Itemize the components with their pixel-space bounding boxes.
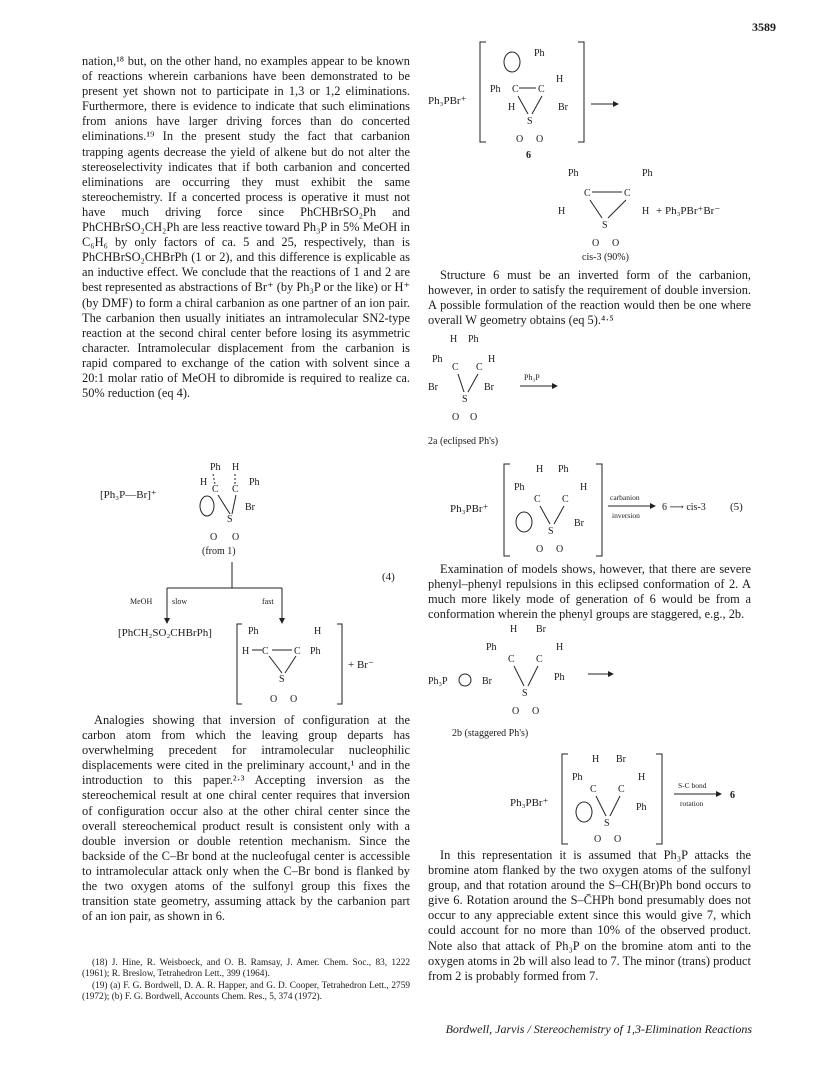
svg-text:Ph: Ph — [572, 772, 583, 783]
eq5-number: (5) — [730, 501, 743, 513]
scheme-2a — [428, 332, 758, 558]
svg-text:C: C — [508, 654, 515, 665]
svg-text:C: C — [262, 646, 269, 657]
svg-text:S: S — [602, 220, 608, 231]
ion-pair-cation: [Ph₃P—Br]⁺ — [100, 489, 157, 501]
inversion-label: inversion — [612, 511, 640, 520]
footnote-19: (19) (a) F. G. Bordwell, D. A. R. Happer, and G. D. Cooper, Tetrahedron Lett., 2759 (1972); (b) F. G. Bordwell, Accounts Chem. Res., 5, 374 (1972). — [82, 980, 410, 1003]
svg-text:Ph: Ph — [310, 646, 321, 657]
right-column-b — [428, 562, 751, 622]
svg-text:H: H — [488, 354, 496, 365]
svg-text:Ph: Ph — [248, 626, 259, 637]
svg-text:O: O — [452, 412, 460, 423]
svg-text:C: C — [212, 484, 219, 495]
svg-text:C: C — [584, 188, 591, 199]
svg-text:O: O — [532, 706, 540, 717]
svg-text:Br: Br — [428, 382, 438, 393]
svg-text:Ph: Ph — [514, 482, 525, 493]
scheme-structure-6 — [428, 32, 758, 262]
svg-text:O: O — [270, 694, 278, 705]
svg-text:C: C — [512, 84, 519, 95]
ph3pbr-plus-3: Ph₃PBr⁺ — [510, 797, 549, 809]
svg-text:H: H — [200, 477, 208, 488]
svg-text:O: O — [210, 532, 218, 543]
fast-label: fast — [262, 597, 274, 606]
svg-text:H: H — [638, 772, 646, 783]
label-6: 6 — [526, 150, 531, 161]
svg-text:H: H — [536, 464, 544, 475]
rotation-label: rotation — [680, 799, 704, 808]
svg-text:Ph: Ph — [249, 477, 260, 488]
svg-text:Ph: Ph — [490, 84, 501, 95]
plus-br-label: + Br⁻ — [348, 659, 374, 671]
svg-text:O: O — [536, 134, 544, 145]
from-1-label: (from 1) — [202, 546, 236, 557]
ph3pbr-plus-2: Ph₃PBr⁺ — [450, 503, 489, 515]
label-2a: 2a (eclipsed Ph's) — [428, 436, 499, 447]
scheme-eq4 — [82, 458, 412, 708]
svg-text:O: O — [592, 238, 600, 249]
ph3pbr-plus-1: Ph₃PBr⁺ — [428, 95, 467, 107]
left-column-top — [82, 54, 410, 401]
scheme-2b — [428, 622, 758, 846]
svg-text:H: H — [556, 642, 564, 653]
svg-text:O: O — [470, 412, 478, 423]
page-number: 3589 — [752, 20, 776, 34]
svg-text:S: S — [604, 818, 610, 829]
svg-text:C: C — [476, 362, 483, 373]
svg-text:Br: Br — [536, 624, 546, 635]
svg-text:Ph: Ph — [486, 642, 497, 653]
right-column-a — [428, 268, 751, 328]
svg-text:H: H — [642, 206, 650, 217]
label-2b: 2b (staggered Ph's) — [452, 728, 529, 739]
svg-text:Ph: Ph — [210, 462, 221, 473]
svg-text:Ph: Ph — [642, 168, 653, 179]
svg-text:S: S — [548, 526, 554, 537]
label-cis3: cis-3 (90%) — [582, 252, 629, 263]
left-paragraph-1: nation,¹⁸ but, on the other hand, no examples appear to be known of reactions wherein carbanions have been demonstrated to be present yet shown not to participate in 1,3 or 1,2 eliminations. Furthermore, there is evidence to indicate that such eliminations from anions have larger driving forces than do concerted eliminations.¹⁹ In the present study the fact that carbanion trapping agents decrease the yield of alkene but do not alter the stereoselectivity indicates that if both carbanion and concerted eliminations are occurring they must exhibit the same stereochemistry. If a concerted process is operative it must not have much driving force since PhCHBrSO₂Ph and PhCHBrSO₂CH₂Ph are less reactive toward Ph₃P in 5% MeOH in C₆H₆ by only factors of ca. 5 and 25, respectively, than is PhCHBrSO₂CHBrPh (1 or 2), and this difference is explicable as an inductive effect. We conclude that the reactions of 1 and 2 are best represented as abstractions of Br⁺ (by Ph₃P or the like) or H⁺ (by DMF) to form a chiral carbanion as one partner of an ion pair. The carbanion then usually initiates an intramolecular SN2-type reaction at the second chiral center before losing its asymmetric character. Intramolecular displacement from the carbanion is rapid compared to exchange of the cation with solvent since a 20:1 molar ratio of MeOH to dibromide is required to realize ca. 50% reduction (eq 4). — [82, 54, 410, 401]
svg-text:H: H — [450, 334, 458, 345]
ph3p-label-2: Ph₃P — [428, 676, 448, 687]
svg-text:H: H — [510, 624, 518, 635]
svg-text:Ph: Ph — [534, 48, 545, 59]
svg-text:Ph: Ph — [558, 464, 569, 475]
svg-text:Br: Br — [245, 502, 255, 513]
plus-ph3pbr-label: + Ph₃PBr⁺Br⁻ — [656, 205, 721, 217]
svg-text:O: O — [556, 544, 564, 555]
left-column-middle — [82, 713, 410, 924]
svg-text:C: C — [294, 646, 301, 657]
svg-text:O: O — [512, 706, 520, 717]
footnotes — [82, 958, 410, 1004]
svg-text:H: H — [242, 646, 250, 657]
svg-text:C: C — [590, 784, 597, 795]
right-paragraph-1: Structure 6 must be an inverted form of the carbanion, however, in order to satisfy the requirement of double inversion. A possible formulation of the reaction would then be one where overall W geometry obtains (eq 5).⁴·⁵ — [428, 268, 751, 328]
svg-text:Br: Br — [574, 518, 584, 529]
meoh-label: MeOH — [130, 597, 153, 606]
svg-text:Br: Br — [558, 102, 568, 113]
svg-text:S: S — [462, 394, 468, 405]
carbanion-label: carbanion — [610, 493, 640, 502]
right-paragraph-3: In this representation it is assumed that Ph₃P attacks the bromine atom flanked by the two oxygen atoms of the sulfonyl group, and that rotation around the S–CH(Br)Ph bond occurs to give 6. Rotation around the S–C̄HPh bond presumably does not occur to any appreciable extent since this would give 7, which could account for no more than 10% of the observed product. Note also that attack of Ph₃P on the bromine atom anti to the oxygen atoms in 2b will also lead to 7. The minor (trans) product from 2 is probably formed from 7. — [428, 848, 751, 983]
left-paragraph-2: Analogies showing that inversion of configuration at the carbon atom from which the leaving group departs has overwhelming precedent for intramolecular nucleophilic displacements were cited in the preliminary account,¹ and in the introduction to this paper.²·³ Accepting inversion as the stereochemical result at one chiral center requires that inversion of configuration occur also at the other chiral center since the overall stereochemical product result is consistent only with a double inversion or double retention mechanism. Since the backside of the C–Br bond at the nucleofugal center is accessible to intramolecular attack only when the C–Br bond is flanked by the two oxygen atoms of the sulfonyl group this fixes the transition state geometry, assuming attack by the carbanion part of an ion pair, as shown in 6. — [82, 713, 410, 924]
svg-text:Br: Br — [484, 382, 494, 393]
svg-text:Ph: Ph — [636, 802, 647, 813]
svg-text:O: O — [232, 532, 240, 543]
svg-text:C: C — [562, 494, 569, 505]
arrow-6-cis3: 6 ⟶ cis-3 — [662, 502, 706, 513]
svg-text:Ph: Ph — [468, 334, 479, 345]
svg-text:O: O — [536, 544, 544, 555]
svg-text:O: O — [594, 834, 602, 845]
svg-text:Br: Br — [616, 754, 626, 765]
svg-text:O: O — [290, 694, 298, 705]
svg-text:S: S — [522, 688, 528, 699]
svg-text:H: H — [558, 206, 566, 217]
svg-text:C: C — [232, 484, 239, 495]
svg-text:O: O — [612, 238, 620, 249]
svg-text:H: H — [592, 754, 600, 765]
ph3p-label-1: Ph₃P — [524, 373, 540, 382]
svg-text:S: S — [527, 116, 533, 127]
svg-text:Ph: Ph — [554, 672, 565, 683]
svg-text:H: H — [556, 74, 564, 85]
svg-text:C: C — [536, 654, 543, 665]
right-column-c — [428, 848, 751, 984]
svg-text:O: O — [516, 134, 524, 145]
svg-text:C: C — [538, 84, 545, 95]
svg-text:C: C — [452, 362, 459, 373]
footnote-18: (18) J. Hine, R. Weisboeck, and O. B. Ramsay, J. Amer. Chem. Soc., 83, 1222 (1961); R. Breslow, Tetrahedron Lett., 399 (1964). — [82, 958, 410, 980]
slow-label: slow — [172, 597, 188, 606]
svg-text:Ph: Ph — [432, 354, 443, 365]
arrow-6: 6 — [730, 790, 735, 801]
svg-text:C: C — [534, 494, 541, 505]
sc-bond-label: S-C bond — [678, 781, 707, 790]
right-paragraph-2: Examination of models shows, however, that there are severe phenyl–phenyl repulsions in this eclipsed conformation of 2. A much more likely mode of generation of 6 would be from a conformation wherein the phenyl groups are staggered, e.g., 2b. — [428, 562, 751, 622]
svg-text:O: O — [614, 834, 622, 845]
reduction-product: [PhCH₂SO₂CHBrPh] — [118, 627, 212, 639]
svg-text:Ph: Ph — [568, 168, 579, 179]
svg-text:H: H — [508, 102, 516, 113]
svg-text:H: H — [314, 626, 322, 637]
svg-text:C: C — [618, 784, 625, 795]
svg-text:H: H — [232, 462, 240, 473]
running-footer: Bordwell, Jarvis / Stereochemistry of 1,3-Elimination Reactions — [445, 1022, 752, 1036]
eq4-number: (4) — [382, 571, 395, 583]
svg-text:Br: Br — [482, 676, 492, 687]
svg-text:S: S — [279, 674, 285, 685]
svg-text:S: S — [227, 514, 233, 525]
svg-text:C: C — [624, 188, 631, 199]
svg-text:H: H — [580, 482, 588, 493]
